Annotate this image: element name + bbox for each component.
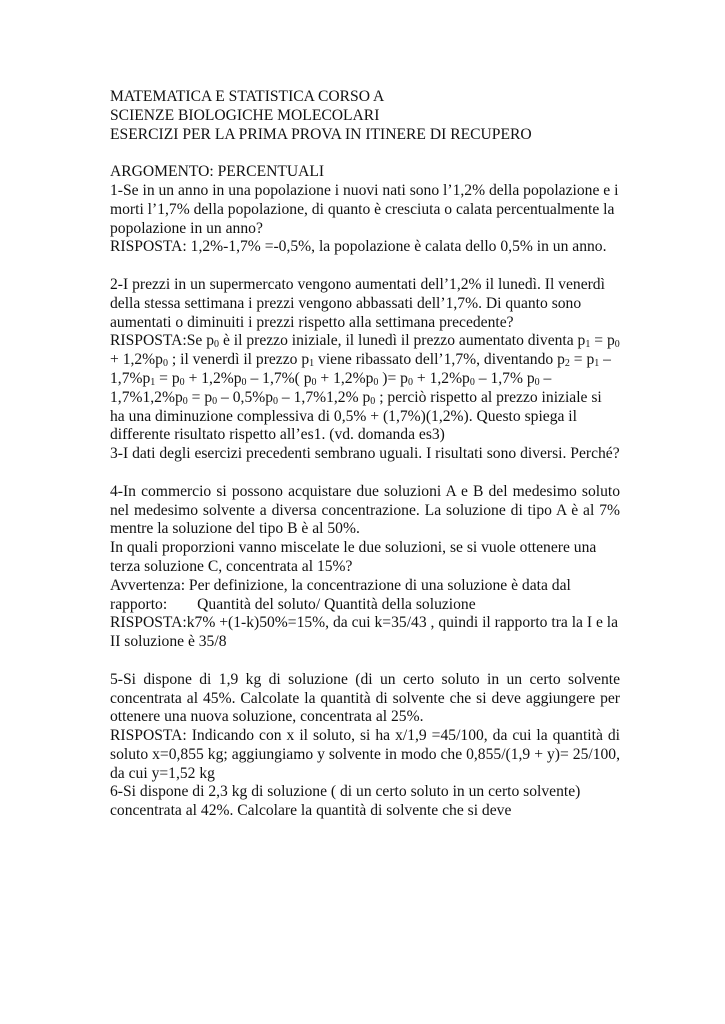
- header-line-2: SCIENZE BIOLOGICHE MOLECOLARI: [110, 106, 380, 124]
- exercise-5-answer: RISPOSTA: Indicando con x il soluto, si ha x/1,9 =45/100, da cui la quantità di soluto x=0,855 kg; aggiungiamo y solvente in modo che 0,855/(1,9 + y)= 25/100, da cui y=1,52 kg: [110, 727, 620, 782]
- exercise-3-question: 3-I dati degli esercizi precedenti sembrano uguali. I risultati sono diversi. Perché?: [110, 445, 620, 463]
- exercise-4-warning: Avvertenza: Per definizione, la concentrazione di una soluzione è data dal rapporto: Quantità del soluto/ Quantità della soluzione: [110, 576, 571, 613]
- exercise-5-question: 5-Si dispone di 1,9 kg di soluzione (di un certo soluto in un certo solvente concentrata al 45%. Calcolate la quantità di solvente che si deve aggiungere per ottenere una nuova soluzione, concentrata al 25%.: [110, 670, 620, 726]
- document-page: [110, 88, 620, 821]
- exercise-1-question: 1-Se in un anno in una popolazione i nuovi nati sono l’1,2% della popolazione e i morti l’1,7% della popolazione, di quanto è cresciuta o calata percentualmente la popolazione in un anno?: [110, 181, 619, 237]
- spacer: [110, 257, 620, 276]
- topic-heading: ARGOMENTO: PERCENTUALI: [110, 163, 325, 181]
- exercise-2-question: 2-I prezzi in un supermercato vengono aumentati dell’1,2% il lunedì. Il venerdì della stessa settimana i prezzi vengono abbassati dell’1,7%. Di quanto sono aumentati o diminuiti i prezzi rispetto alla settimana precedente?: [110, 275, 605, 331]
- spacer: [110, 464, 620, 483]
- concentration-formula: Quantità del soluto/ Quantità della soluzione: [197, 595, 476, 613]
- header-line-3: ESERCIZI PER LA PRIMA PROVA IN ITINERE DI RECUPERO: [110, 125, 532, 143]
- exercise-4-question: 4-In commercio si possono acquistare due soluzioni A e B del medesimo soluto nel medesimo solvente a diversa concentrazione. La soluzione di tipo A è al 7% mentre la soluzione del tipo B è al 50%.: [110, 482, 620, 538]
- exercise-4-answer: RISPOSTA:k7% +(1-k)50%=15%, da cui k=35/43 , quindi il rapporto tra la I e la II soluzione è 35/8: [110, 614, 619, 651]
- exercise-4-question-2: In quali proporzioni vanno miscelate le due soluzioni, se si vuole ottenere una terza soluzione C, concentrata al 15%?: [110, 539, 597, 575]
- spacer: [110, 144, 620, 163]
- header-line-1: MATEMATICA E STATISTICA CORSO A: [110, 88, 385, 105]
- spacer: [110, 652, 620, 671]
- exercise-2-answer: RISPOSTA:Se $p_0$ è il prezzo iniziale, il lunedì il prezzo aumentato diventa $p_1 = p_0 + 1,2\%p_0$ ; il venerdì il prezzo $p_1$ viene ribassato dell’1,7%, diventando $p_2 = p_1 - 1,7\%p_1 = p_0 + 1,2\%p_0 - 1,7\%$( $p_0 + 1,2\%p_0$ )= $p_0 + 1,2\%p_0 - 1,7\%$ $p_0 - 1,7\%1,2\%p_0 = p_0 - 0,5\%p_0 - 1,7\%1,2\%$ $p_0$ ; perciò rispetto al prezzo iniziale si ha una diminuzione complessiva di 0,5% + (1,7%)(1,2%). Questo spiega il differente risultato rispetto all’es1. (vd. domanda es3): [110, 332, 620, 444]
- exercise-6-question: 6-Si dispone di 2,3 kg di soluzione ( di un certo soluto in un certo solvente) concentrata al 42%. Calcolare la quantità di solvente che si deve: [110, 783, 581, 820]
- exercise-1-answer: RISPOSTA: 1,2%-1,7% =-0,5%, la popolazione è calata dello 0,5% in un anno.: [110, 238, 607, 256]
